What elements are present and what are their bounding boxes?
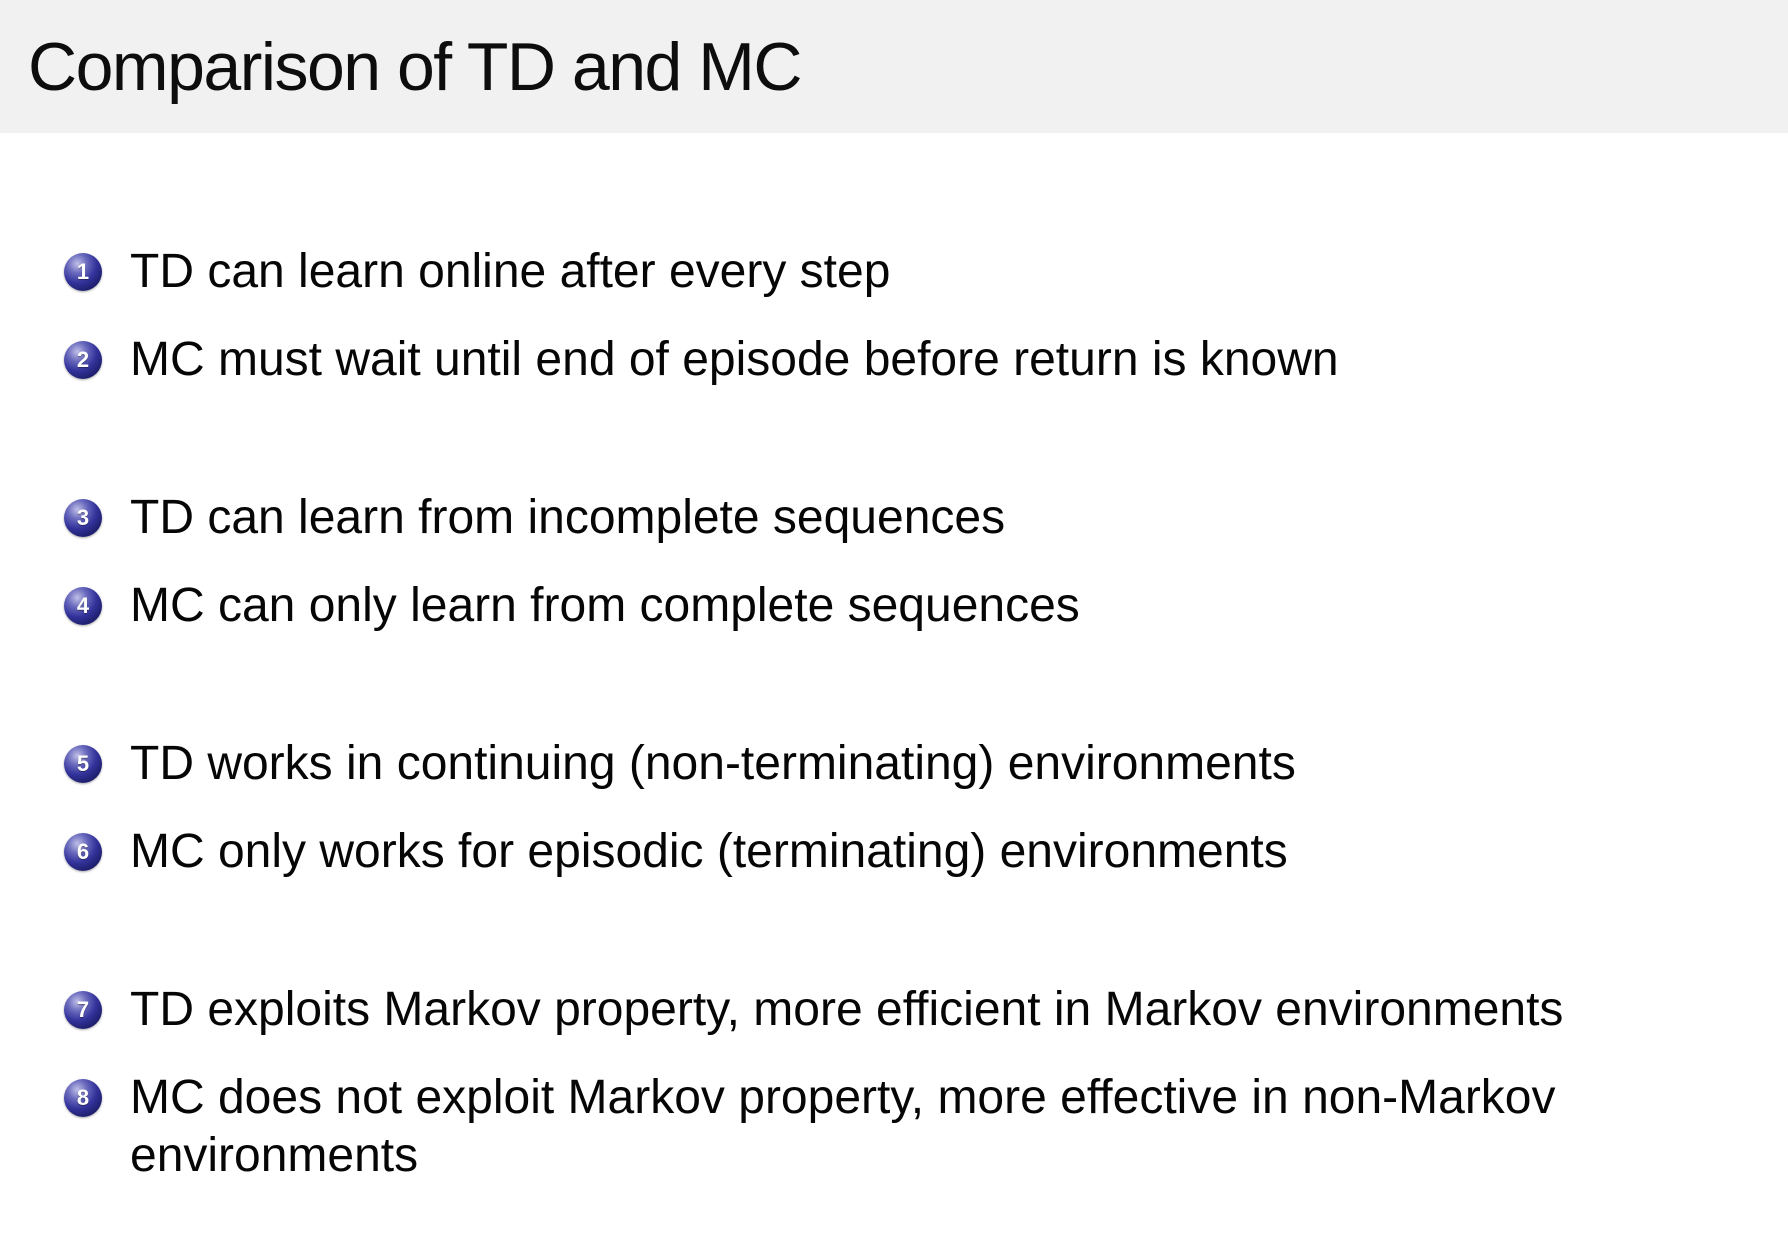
ball-bullet-icon xyxy=(64,991,102,1029)
item-text: MC only works for episodic (terminating) environments xyxy=(130,825,1288,878)
item-number: 1 xyxy=(76,259,90,284)
slide-header xyxy=(0,0,1788,133)
ball-bullet-icon xyxy=(64,1079,102,1117)
list-item xyxy=(64,735,1738,793)
item-number: 8 xyxy=(76,1085,90,1110)
ball-bullet-icon xyxy=(64,341,102,379)
ball-bullet-icon xyxy=(64,745,102,783)
slide-title: Comparison of TD and MC xyxy=(28,28,801,105)
item-number: 6 xyxy=(76,839,90,864)
item-number: 5 xyxy=(76,751,90,776)
ball-bullet-icon xyxy=(64,253,102,291)
ball-bullet-icon xyxy=(64,499,102,537)
list-item xyxy=(64,331,1738,389)
bullet-group-4 xyxy=(64,981,1738,1185)
item-text: TD works in continuing (non-terminating) environments xyxy=(130,737,1296,790)
list-item xyxy=(64,577,1738,635)
list-item xyxy=(64,243,1738,301)
item-text: MC must wait until end of episode before return is known xyxy=(130,333,1339,386)
bullet-group-2 xyxy=(64,489,1738,635)
item-number: 7 xyxy=(76,997,90,1022)
bullet-group-1 xyxy=(64,243,1738,389)
item-number: 2 xyxy=(76,347,90,372)
item-text: TD can learn from incomplete sequences xyxy=(130,491,1006,544)
item-text: MC does not exploit Markov property, more effective in non-Markov environments xyxy=(130,1071,1556,1182)
slide-body xyxy=(0,133,1788,1185)
item-number: 3 xyxy=(76,505,90,530)
item-text: TD can learn online after every step xyxy=(130,245,891,298)
item-text: TD exploits Markov property, more efficient in Markov environments xyxy=(130,983,1564,1036)
item-number: 4 xyxy=(76,593,90,618)
ball-bullet-icon xyxy=(64,833,102,871)
list-item xyxy=(64,1069,1738,1185)
list-item xyxy=(64,823,1738,881)
bullet-group-3 xyxy=(64,735,1738,881)
ball-bullet-icon xyxy=(64,587,102,625)
list-item xyxy=(64,981,1738,1039)
list-item xyxy=(64,489,1738,547)
item-text: MC can only learn from complete sequences xyxy=(130,579,1080,632)
